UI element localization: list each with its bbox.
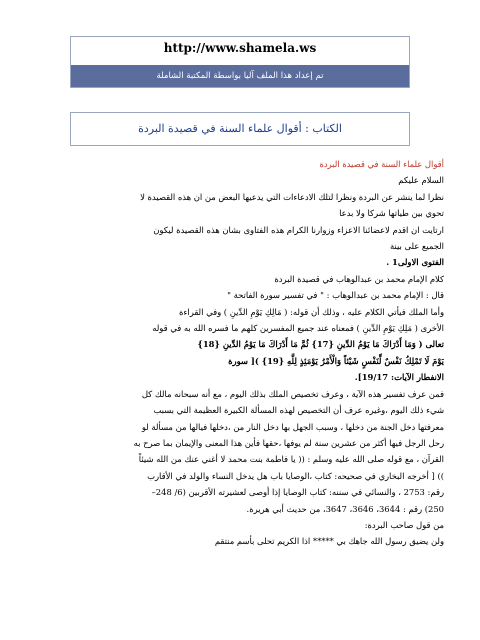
text-line: )) [ أخرجه البخاري في صحيحه: كتاب ،الوصايا باب هل يدخل النساء والولد في الأقارب [147, 470, 444, 481]
text-line: الأخرى ( مَلِكِ يَوْمِ الدِّينِ ) فمعناه عند جميع المفسرين كلهم ما فسره الله به في قوله [152, 323, 444, 334]
text-line: أقوال علماء السنة في قصيدة البردة [319, 159, 444, 169]
text-line: القرآن ، مع قوله صلى الله عليه وسلم : (( يا فاطمة بنت محمد لا أغني عنك من الله شيئاً [138, 454, 444, 465]
text-line: من قول صاحب البردة: [364, 519, 444, 530]
text-line: فمن عرف تفسير هذه الآية ، وعرف تخصيص الملك بذلك اليوم ، مع أنه سبحانه مالك كل [141, 388, 444, 399]
text-line: نظرا لما ينشر عن البردة ونظرا لتلك الادعاءات التي يدعيها البعض من ان هذه القصيدة لا [140, 191, 444, 202]
text-line: 250) رقم : 3644، 3646، 3647، من حديث أبي هريرة. [246, 503, 444, 514]
text-line: معرفتها دخل الجنة من دخلها ، وسبب الجهل بها دخل النار من ،دخلها فيالها من مسألة لو [141, 421, 444, 432]
site-url: http://www.shamela.ws [163, 41, 317, 55]
text-line: ولن يضيق رسول الله جاهك بي ***** اذا الكريم تحلى بأسم منتقم [214, 536, 444, 547]
text-line: الانفطار الآيات: 19/17]. [354, 372, 444, 383]
text-line: تحوي بين طياتها شركا ولا بدعا [339, 208, 444, 219]
text-line: ارتايت ان اقدم لاعضائنا الاعزاء وزوارنا الكرام هذه الفتاوى بشان هذه القصيدة ليكون [153, 224, 444, 235]
text-line: كلام الإمام محمد بن عبدالوهاب في قصيدة البردة [274, 273, 444, 284]
book-title: الكتاب : أقوال علماء السنة في قصيدة البردة [70, 112, 410, 146]
text-line: الجميع على بينة [389, 241, 444, 252]
text-line: يَوْمَ لَا تَمْلِكُ نَفْسٌ لِّنَفْسٍ شَيْئاً وَالْأَمْرُ يَوْمَئِذٍ لِلَّهِ {19} )[ سورة [228, 355, 444, 366]
text-line: رحل الرجل فيها أكثر من عشرين سنة لم يوفها ،حقها فأين هذا المعنى والإيمان بما صرح به [133, 437, 444, 448]
credit-band: تم إعداد هذا الملف آليا بواسطة المكتبة الشاملة [71, 65, 409, 87]
text-line: السلام عليكم [398, 175, 444, 186]
text-line: وأما الملك فيأتي الكلام عليه ، وذلك أن قوله: ( مَالِكِ يَوْمِ الدِّينِ ) وفي القراءة [179, 306, 444, 317]
file-header [70, 36, 410, 88]
text-line: رقم: 2753 ، والنسائي في سننه: كتاب الوصايا إذا أوصى لعشيرته الأقربين (6/ 248– [151, 487, 444, 498]
text-line: تعالى ( وَمَا أَدْرَاكَ مَا يَوْمُ الدِّينِ {17} ثُمَّ مَا أَدْرَاكَ مَا يَوْمُ الدِّينِ {18} [197, 339, 444, 350]
text-line: قال : الإمام محمد بن عبدالوهاب : " في تفسير سورة الفاتحة " [227, 290, 444, 301]
document-body [38, 156, 444, 550]
text-line: شيء ذلك اليوم ،وغيره عرف أن التخصيص لهذه المسألة الكبيرة العظيمة التي بسبب [153, 405, 444, 416]
text-line: الفتوى الاولى1 . [386, 257, 444, 268]
